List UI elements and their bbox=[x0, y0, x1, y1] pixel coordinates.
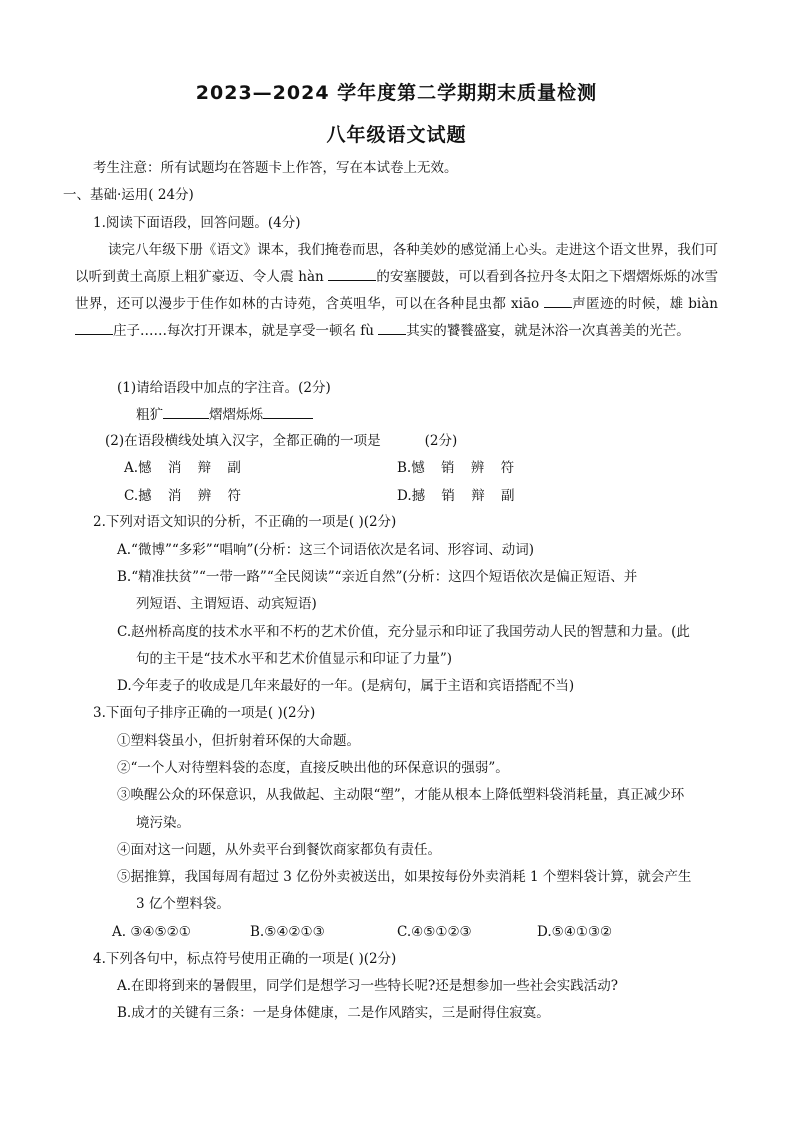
q3-sentence-2: ②“一个人对待塑料袋的态度，直接反映出他的环保意识的强弱”。 bbox=[117, 760, 509, 776]
q2-option-b-line2: 列短语、主谓短语、动宾短语) bbox=[136, 596, 317, 612]
q3-sentence-4: ④面对这一问题，从外卖平台到餐饮商家都负有责任。 bbox=[117, 842, 441, 858]
q1-passage bbox=[75, 237, 718, 345]
q3-sentence-5-line1: ⑤据推算，我国每周有超过 3 亿份外卖被送出，如果按每份外卖消耗 1 个塑料袋计算，就会产生 bbox=[117, 869, 692, 885]
q3-option-d: D.⑤④①③② bbox=[537, 924, 613, 940]
word-1: 粗犷 bbox=[136, 407, 163, 423]
q3-sentence-5-line2: 3 亿个塑料袋。 bbox=[136, 896, 230, 912]
q2-option-d: D.今年麦子的收成是几年来最好的一年。(是病句，属于主语和宾语搭配不当) bbox=[117, 678, 575, 694]
exam-subtitle: 八年级语文试题 bbox=[326, 124, 467, 146]
word-2: 熠熠烁烁 bbox=[209, 407, 263, 423]
passage-part: 的安塞腰鼓，可以看到各拉丹冬太阳之下熠熠烁烁的冰雪世界，还可以漫步于佳作如林的古诗苑，含英咀华，可以在各种昆虫都 xiāo bbox=[75, 269, 718, 312]
q2-option-c-line1: C.赵州桥高度的技术水平和不朽的艺术价值，充分显示和印证了我国劳动人民的智慧和力量。(此 bbox=[117, 624, 690, 640]
passage-part: 声匿迹的时候，雄 biàn bbox=[571, 296, 718, 312]
q1-option-a: A.憾 消 辩 副 bbox=[124, 460, 241, 476]
q2-option-c-line2: 句的主干是“技术水平和艺术价值显示和印证了力量”) bbox=[136, 651, 453, 667]
passage-part: 其实的饕餮盛宴，就是沐浴一次真善美的光芒。 bbox=[406, 323, 690, 339]
passage-part: 庄子……每次打开课本，就是享受一顿名 fù bbox=[113, 323, 379, 339]
q3-sentence-1: ①塑料袋虽小，但折射着环保的大命题。 bbox=[117, 733, 360, 749]
answer-blank bbox=[163, 404, 209, 419]
q1-option-b: B.憾 销 辨 符 bbox=[397, 460, 515, 476]
q3-sentence-3-line2: 境污染。 bbox=[136, 815, 190, 831]
q4-stem: 4.下列各句中，标点符号使用正确的一项是( )(2分) bbox=[93, 951, 397, 967]
exam-title: 2023—2024 学年度第二学期期末质量检测 bbox=[195, 82, 598, 104]
q3-option-b: B.⑤④②①③ bbox=[250, 924, 325, 940]
q1-option-c: C.撼 消 辨 符 bbox=[124, 488, 242, 504]
section-heading: 一、基础·运用( 24分) bbox=[63, 187, 194, 203]
fill-blank bbox=[378, 320, 406, 335]
q2-option-a: A.“微博”“多彩”“唱响”(分析：这三个词语依次是名词、形容词、动词) bbox=[117, 542, 534, 558]
q3-option-c: C.④⑤①②③ bbox=[397, 924, 472, 940]
notice: 考生注意：所有试题均在答题卡上作答，写在本试卷上无效。 bbox=[93, 160, 458, 176]
fill-blank bbox=[328, 266, 376, 281]
q1-option-d: D.撼 销 辩 副 bbox=[397, 488, 515, 504]
q3-sentence-3-line1: ③唤醒公众的环保意识，从我做起、主动限“塑”，才能从根本上降低塑料袋消耗量，真正减少环 bbox=[117, 787, 685, 803]
q1-sub1-words bbox=[136, 404, 313, 425]
answer-blank bbox=[263, 404, 313, 419]
fill-blank bbox=[75, 320, 113, 335]
q1-sub2-stem bbox=[105, 431, 457, 451]
q1-sub2-score: (2分) bbox=[424, 433, 458, 449]
q2-option-b-line1: B.“精准扶贫”“一带一路”“全民阅读”“亲近自然”(分析：这四个短语依次是偏正短语、并 bbox=[117, 569, 638, 585]
q3-stem: 3.下面句子排序正确的一项是( )(2分) bbox=[93, 705, 316, 721]
q1-sub2-text: (2)在语段横线处填入汉字，全都正确的一项是 bbox=[105, 433, 381, 449]
q2-stem: 2.下列对语文知识的分析，不正确的一项是( )(2分) bbox=[93, 514, 397, 530]
q3-option-a: A. ③④⑤②① bbox=[112, 924, 191, 940]
q1-sub1-stem: (1)请给语段中加点的字注音。(2分) bbox=[117, 380, 331, 396]
q4-option-a: A.在即将到来的暑假里，同学们是想学习一些特长呢?还是想参加一些社会实践活动? bbox=[117, 978, 619, 994]
fill-blank bbox=[544, 293, 572, 308]
passage-part: 读完八年级下册《语文》课本，我们掩卷而思，各种美妙的感觉涌上心头。走进这个语文世界，我们可以听到黄土高原上粗犷豪迈、令人震 hàn bbox=[75, 242, 718, 285]
q4-option-b: B.成才的关键有三条：一是身体健康，二是作风踏实，三是耐得住寂寞。 bbox=[117, 1005, 550, 1021]
q1-stem: 1.阅读下面语段，回答问题。(4分) bbox=[93, 215, 301, 231]
